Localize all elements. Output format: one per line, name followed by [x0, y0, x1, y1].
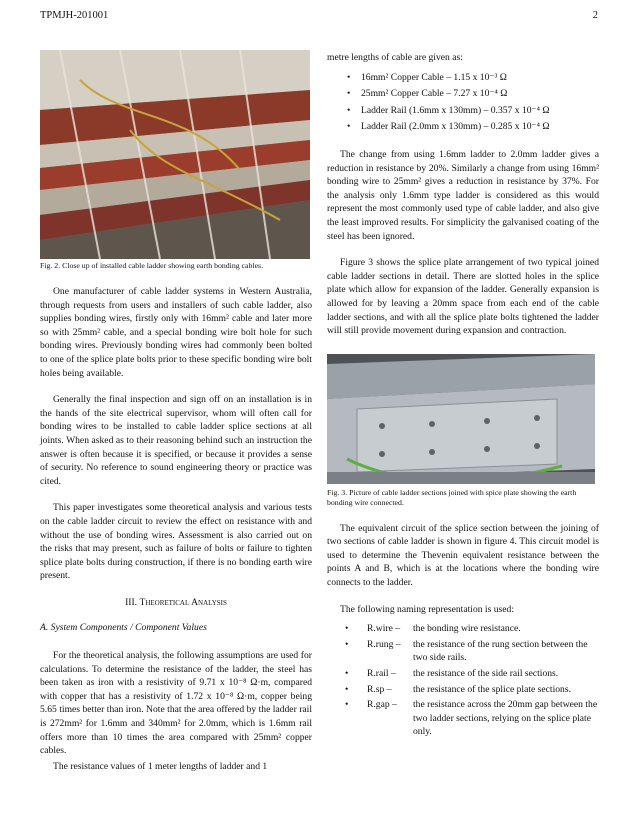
definition-desc: the resistance across the 20mm gap between the two ladder sections, relying on the splice plate only. [413, 699, 598, 738]
section-heading [40, 596, 312, 610]
paragraph: Generally the final inspection and sign off on an installation is in the hands of the site electrical supervisor, whom will often call for bonding wires to be installed to cable ladder splice sections at all joints. When asked as to their reasoning behind such an instruction the answer is often because it is specified, or because it provides a sense of security. No reference to sound engineering theory or practice was cited. [40, 394, 312, 487]
cable-ladder-ceiling-image [40, 50, 310, 259]
definition-desc: the bonding wire resistance. [413, 623, 521, 635]
paragraph: The following naming representation is used: [340, 603, 514, 615]
definition-desc: the resistance of the side rail sections. [413, 668, 559, 680]
section-title: Theoretical Analysis [139, 596, 227, 608]
definition-row: • R.wire – the bonding wire resistance. [327, 622, 599, 636]
splice-plate-image [327, 354, 595, 484]
definition-term: R.rail – [367, 668, 396, 680]
paragraph: One manufacturer of cable ladder systems in Western Australia, through requests from users and installers of such cable ladder, also supplies bonding wires, firstly only with 16mm² cable and later more so with 25mm² cable, and a special bonding wire bolt hole for such bonding wires. Previously bonding wires had commonly been bolted to one of the splice plate bolts prior to these specific bonding wire bolt holes being available. [40, 286, 312, 379]
naming-definitions-list [327, 622, 599, 739]
left-column [40, 50, 312, 786]
definition-row: • R.gap – the resistance across the 20mm gap between the two ladder sections, relying on the splice plate only. [345, 699, 598, 738]
list-item: • Ladder Rail (2.0mm x 130mm) – 0.285 x 10⁻⁴ Ω [361, 120, 599, 134]
paragraph: metre lengths of cable are given as: [327, 52, 463, 63]
definition-desc: the resistance of the rung section between the two side rails. [413, 638, 588, 664]
definition-term: R.gap – [367, 699, 397, 711]
section-number: III. [125, 596, 138, 608]
subsection-heading: A. System Components / Component Values [40, 622, 207, 634]
figure-2-photo [40, 50, 310, 259]
figure-3-caption: Fig. 3. Picture of cable ladder sections joined with spice plate showing the earth bonding wire connected. [327, 487, 577, 507]
right-column [327, 51, 599, 741]
definition-term: R.rung – [367, 638, 401, 650]
figure-3-photo [327, 354, 595, 484]
definition-row: • R.sp – the resistance of the splice plate sections. [327, 683, 599, 697]
paragraph: The equivalent circuit of the splice section between the joining of two sections of cable ladder is shown in figure 4. This circuit model is used to determine the Thevenin equivalent resistance between the points A and B, which is at the locations where the bonding wire connects to the ladder. [327, 522, 599, 589]
page-number: 2 [592, 10, 598, 21]
running-header: TPMJH-201001 [40, 10, 109, 21]
definition-term: R.wire – [367, 623, 401, 635]
list-item: • Ladder Rail (1.6mm x 130mm) – 0.357 x 10⁻⁴ Ω [361, 104, 599, 118]
definition-term: R.sp – [367, 683, 392, 695]
definition-row: • R.rung – the resistance of the rung section between the two side rails. [327, 638, 599, 665]
definition-row: • R.rail – the resistance of the side rail sections. [327, 667, 599, 681]
paragraph: For the theoretical analysis, the following assumptions are used for calculations. To determine the resistance of the ladder, the steel has been taken as iron with a resistivity of 9.71 x 10⁻⁸ Ω·m, compared with copper that has a resistivity of 1.72 x 10⁻⁸ Ω·m, copper being 5.65 times better than iron. Note that the area offered by the ladder rail is 272mm² for 1.6mm and 340mm² for 2.0mm, which is 1.6mm rail offers more than 10 times the area compared with 25mm² copper cables. [40, 650, 312, 757]
paragraph: The change from using 1.6mm ladder to 2.0mm ladder gives a reduction in resistance by 20%. Similarly a change from using 16mm² bonding wire to 25mm² gives a reduction in resistance by 37%. For the analysis only 1.6mm type ladder is considered as this would represent the most commonly used type of cable ladder, and also give the least improved results. For simplicity the galvanised coating of the steel has been ignored. [327, 148, 599, 242]
paragraph: Figure 3 shows the splice plate arrangement of two typical joined cable ladder sections in detail. There are slotted holes in the splice plate which allow for expansion of the ladder. Generally expansion is allowed for by leaving a 20mm space from each end of the cable ladder sections, and with all the splice plate bolts tightened the ladder will still provide movement during expansion and contraction. [327, 257, 599, 337]
list-item: • 16mm² Copper Cable – 1.15 x 10⁻³ Ω [361, 71, 599, 85]
resistance-values-list [327, 71, 599, 134]
paragraph: This paper investigates some theoretical analysis and various tests on the cable ladder circuit to review the effect on resistance with and without the use of bonding wires. Assessment is also carried out on the risks that may present, such as failure of bolts or failure to tighten splice plate bolts during construction, if there is no bonding earth wire present. [40, 502, 312, 582]
definition-desc: the resistance of the splice plate sections. [413, 683, 571, 695]
figure-2-caption: Fig. 2. Close up of installed cable ladder showing earth bonding cables. [40, 261, 264, 270]
list-item: • 25mm² Copper Cable – 7.27 x 10⁻⁴ Ω [361, 87, 599, 101]
paragraph: The resistance values of 1 meter lengths of ladder and 1 [53, 760, 268, 772]
